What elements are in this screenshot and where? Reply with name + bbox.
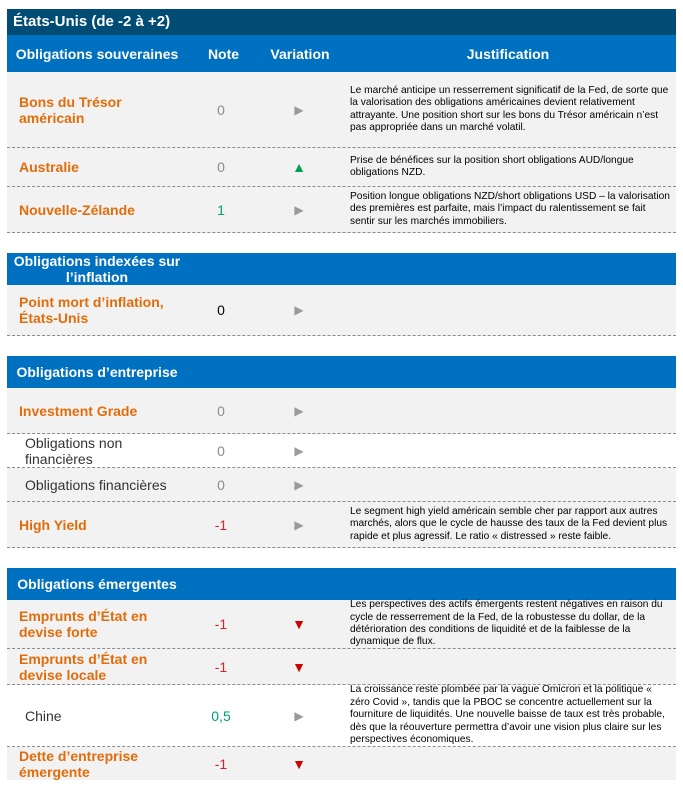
variation-cell [260,303,338,317]
table-row [7,72,676,148]
variation-cell [260,756,338,772]
table-row [7,388,676,434]
row-justification: Les perspectives des actifs émergents restent négatives en raison du cycle de resserrement de la Fed, de la robustesse du dollar, de la détérioration des conditions de liquidité et de la faiblesse de la dynamique de flux. [350,599,663,648]
row-label: Obligations financières [25,476,167,493]
down-arrow-icon: ▼ [292,658,306,675]
neutral-arrow-icon: ▶ [294,202,304,217]
row-label: Chine [25,707,62,724]
column-variation: Variation [270,45,330,62]
row-label: Nouvelle-Zélande [19,201,135,218]
row-justification: Prise de bénéfices sur la position short obligations AUD/longue obligations NZD. [350,154,634,178]
table-row [7,502,676,548]
row-justification: Position longue obligations NZD/short obligations USD – la valorisation des premières est parfaite, mais l’impact du ralentissement se fait sentir sur les marchés immobiliers. [350,190,670,227]
column-note: Note [207,45,240,62]
table-title: États-Unis (de -2 à +2) [7,9,676,35]
section-header-inflation [7,253,676,285]
column-justification: Justification [466,45,550,62]
row-note: 0 [217,302,225,318]
row-justification: Le segment high yield américain semble cher par rapport aux autres marchés, alors que le cycle de hausse des taux de la Fed devient plus rapide et plus agressif. Le ratio « distressed » reste faible. [350,505,668,542]
down-arrow-icon: ▼ [292,616,306,632]
neutral-arrow-icon: ▶ [294,403,304,418]
row-note: 1 [217,201,225,218]
row-label: Bons du Trésor américain [19,93,122,126]
section-header-emerging [7,568,676,600]
row-label: Obligations non financières [25,434,123,467]
neutral-arrow-icon: ▶ [294,517,304,532]
section-header-sovereign [7,35,676,72]
row-justification: La croissance reste plombée par la vague Omicron et la politique « zéro Covid », tandis que la PBOC se concentre actuellement sur la fourniture de liquidités. Une nouvelle baisse de taux est très probable, dès que la réouverture permettra d’avoir une vision plus claire sur les perspectives économiques. [350,684,665,746]
variation-cell [260,203,338,217]
neutral-arrow-icon: ▶ [294,708,304,723]
row-note: 0 [217,101,225,118]
variation-cell [260,518,338,532]
section-title: Obligations indexées sur l’inflation [13,253,181,285]
row-note: -1 [214,516,228,533]
variation-cell [260,103,338,117]
neutral-arrow-icon: ▶ [294,102,304,117]
row-label: Emprunts d’État en devise forte [19,608,148,640]
table-row [7,187,676,233]
variation-cell [260,159,338,175]
section-title: Obligations souveraines [15,45,179,62]
table-row [7,747,676,780]
row-label: Australie [19,159,79,175]
row-note: -1 [214,755,228,772]
variation-cell [260,709,338,723]
row-note: 0 [217,402,225,419]
table-row [7,434,676,468]
variation-cell [260,478,338,492]
row-label: Investment Grade [19,402,138,419]
row-note: 0 [217,476,225,493]
allocation-table [7,9,676,780]
table-row [7,685,676,747]
row-note: 0 [217,159,225,175]
table-row [7,600,676,649]
section-title: Obligations d’entreprise [16,364,178,380]
row-label: Point mort d’inflation, États-Unis [19,294,164,326]
variation-cell [260,659,338,675]
variation-cell [260,404,338,418]
neutral-arrow-icon: ▶ [294,303,304,317]
variation-cell [260,616,338,632]
row-note: 0 [217,442,225,459]
up-arrow-icon: ▲ [292,159,306,175]
neutral-arrow-icon: ▶ [294,443,304,458]
row-note: -1 [214,616,228,632]
section-header-corporate [7,356,676,388]
neutral-arrow-icon: ▶ [294,477,304,492]
table-row [7,468,676,502]
table-row [7,148,676,187]
row-note: 0,5 [211,707,231,724]
down-arrow-icon: ▼ [292,755,306,772]
row-label: High Yield [19,516,87,533]
row-label: Emprunts d’État en devise locale [19,650,148,683]
variation-cell [260,444,338,458]
table-row [7,285,676,336]
row-label: Dette d’entreprise émergente [19,747,139,780]
row-note: -1 [214,658,228,675]
section-title: Obligations émergentes [17,576,177,592]
table-row [7,649,676,685]
row-justification: Le marché anticipe un resserrement significatif de la Fed, de sorte que la valorisation des obligations américaines devient relativement attrayante. Une position short sur les bons du Trésor américain n’est pas appropriée dans un marché volatil. [350,84,669,133]
